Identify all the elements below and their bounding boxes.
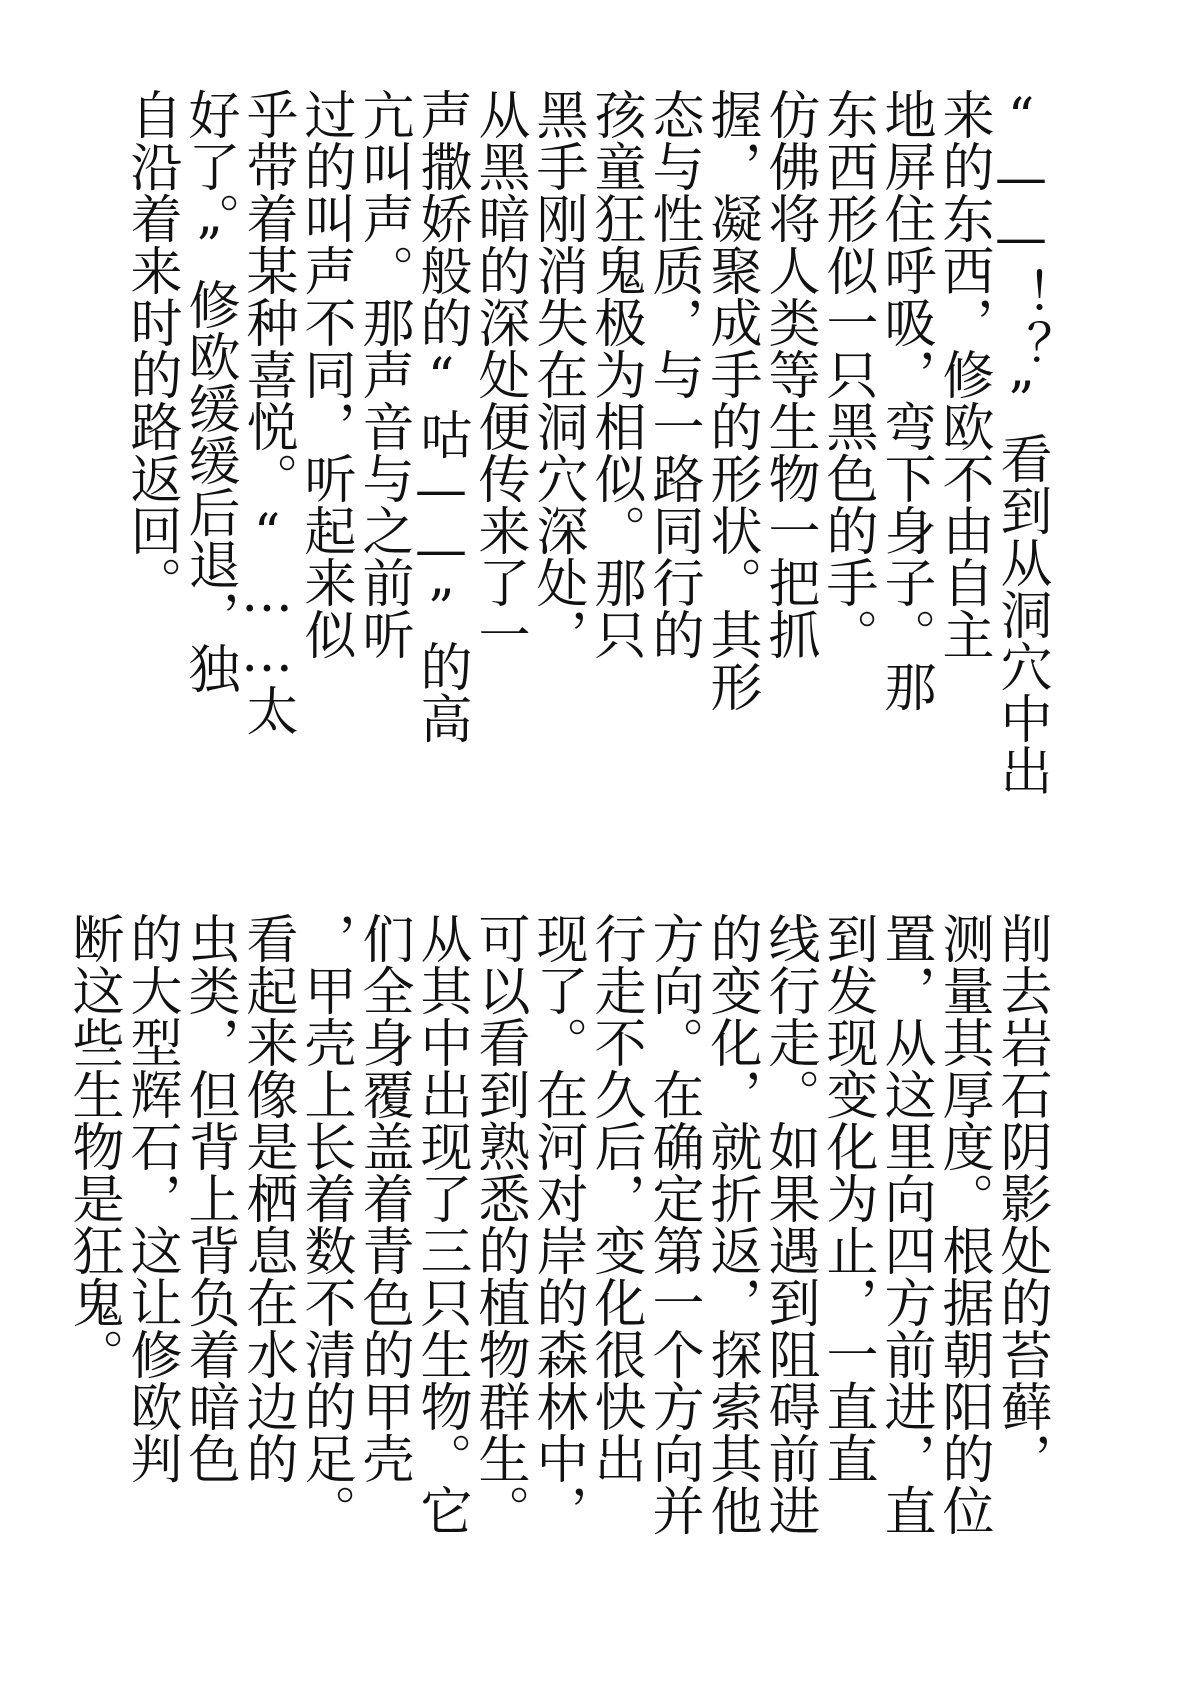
text-line: 亢叫声。那声音与之前听 (353, 88, 413, 660)
text-line: 置，从这里向四方前进，直 (875, 912, 935, 1536)
text-line: 的大型辉石，这让修欧判 (121, 912, 181, 1484)
text-line: 断这些生物是狂鬼。 (63, 912, 123, 1380)
bottom-paragraph-block (64, 912, 1050, 1672)
text-line: 来的东西，修欧不由自主 (933, 88, 993, 660)
text-line: 现了。在河对岸的森林中， (527, 912, 587, 1536)
text-line: 黑手刚消失在洞穴深处， (527, 88, 587, 660)
text-line: 孩童狂鬼极为相似。那只 (585, 88, 645, 660)
text-line: 可以看到熟悉的植物群生。 (469, 912, 529, 1536)
text-line: 态与性质，与一路同行的 (643, 88, 703, 660)
text-line: 从其中出现了三只生物。它 (411, 912, 471, 1536)
text-line: 声撒娇般的“咕——”的高 (411, 88, 471, 744)
text-line: 过的叫声不同，听起来似 (295, 88, 355, 660)
text-line: 方向。在确定第一个方向并 (643, 912, 703, 1536)
text-line: 线行走。如果遇到阻碍前进 (759, 912, 819, 1536)
text-line: 虫类，但背上背负着暗色 (179, 912, 239, 1484)
text-line: 从黑暗的深处便传来了一 (469, 88, 529, 660)
text-line: 削去岩石阴影处的苔藓， (991, 912, 1051, 1484)
text-line: 的变化，就折返，探索其他 (701, 912, 761, 1536)
top-paragraph-block (121, 88, 1051, 796)
text-line: 握，凝聚成手的形状。其形 (701, 88, 761, 712)
text-line: 们全身覆盖着青色的甲壳 (353, 912, 413, 1484)
text-line: 行走不久后，变化很快出 (585, 912, 645, 1484)
text-line: 测量其厚度。根据朝阳的位 (933, 912, 993, 1536)
text-line: 地屏住呼吸，弯下身子。那 (875, 88, 935, 712)
text-line: 到发现变化为止，一直直 (817, 912, 877, 1484)
text-line: 仿佛将人类等生物一把抓 (759, 88, 819, 660)
text-line: ，甲壳上长着数不清的足。 (295, 912, 355, 1536)
text-line: 自沿着来时的路返回。 (121, 88, 181, 608)
text-line: 乎带着某种喜悦。“……太 (237, 88, 297, 736)
text-line: “——！？”看到从洞穴中出 (991, 88, 1051, 796)
text-line: 看起来像是栖息在水边的 (237, 912, 297, 1484)
text-line: 好了。”修欧缓缓后退，独 (179, 88, 239, 694)
text-line: 东西形似一只黑色的手。 (817, 88, 877, 660)
